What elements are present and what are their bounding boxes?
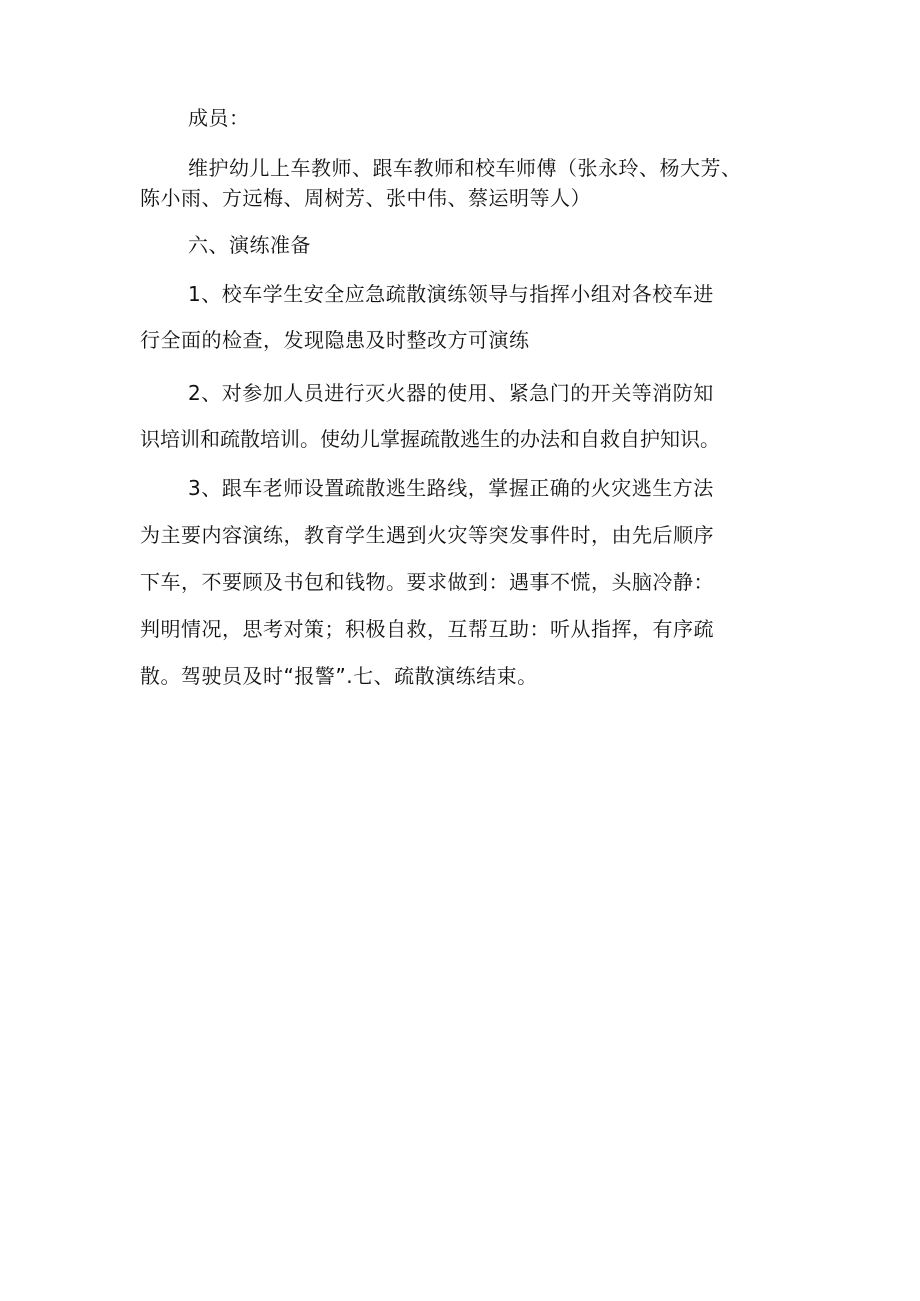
item-3-line-1: 3、跟车老师设置疏散逃生路线，掌握正确的火灾逃生方法 — [188, 476, 714, 500]
item-2-line-1: 2、对参加人员进行灭火器的使用、紧急门的开关等消防知 — [188, 381, 714, 405]
members-line-2: 陈小雨、方远梅、周树芳、张中伟、蔡运明等人） — [140, 186, 591, 210]
item-3-line-2: 为主要内容演练，教育学生遇到火灾等突发事件时，由先后顺序 — [140, 523, 714, 547]
item-1-line-1: 1、校车学生安全应急疏散演练领导与指挥小组对各校车进 — [188, 282, 714, 306]
members-line-1: 维护幼儿上车教师、跟车教师和校车师傅（张永玲、杨大芳、 — [188, 156, 742, 180]
item-3-line-5: 散。驾驶员及时“报警”.七、疏散演练结束。 — [140, 664, 538, 688]
item-2-line-2: 识培训和疏散培训。使幼儿掌握疏散逃生的办法和自救自护知识。 — [140, 427, 720, 451]
item-3-line-3: 下车，不要顾及书包和钱物。要求做到：遇事不慌，头脑冷静： — [140, 570, 714, 594]
item-3-line-4: 判明情况，思考对策；积极自救，互帮互助：听从指挥，有序疏 — [140, 617, 714, 641]
section-six-heading: 六、演练准备 — [188, 233, 311, 257]
item-1-line-2: 行全面的检查，发现隐患及时整改方可演练 — [140, 328, 530, 352]
members-heading: 成员： — [188, 106, 250, 130]
